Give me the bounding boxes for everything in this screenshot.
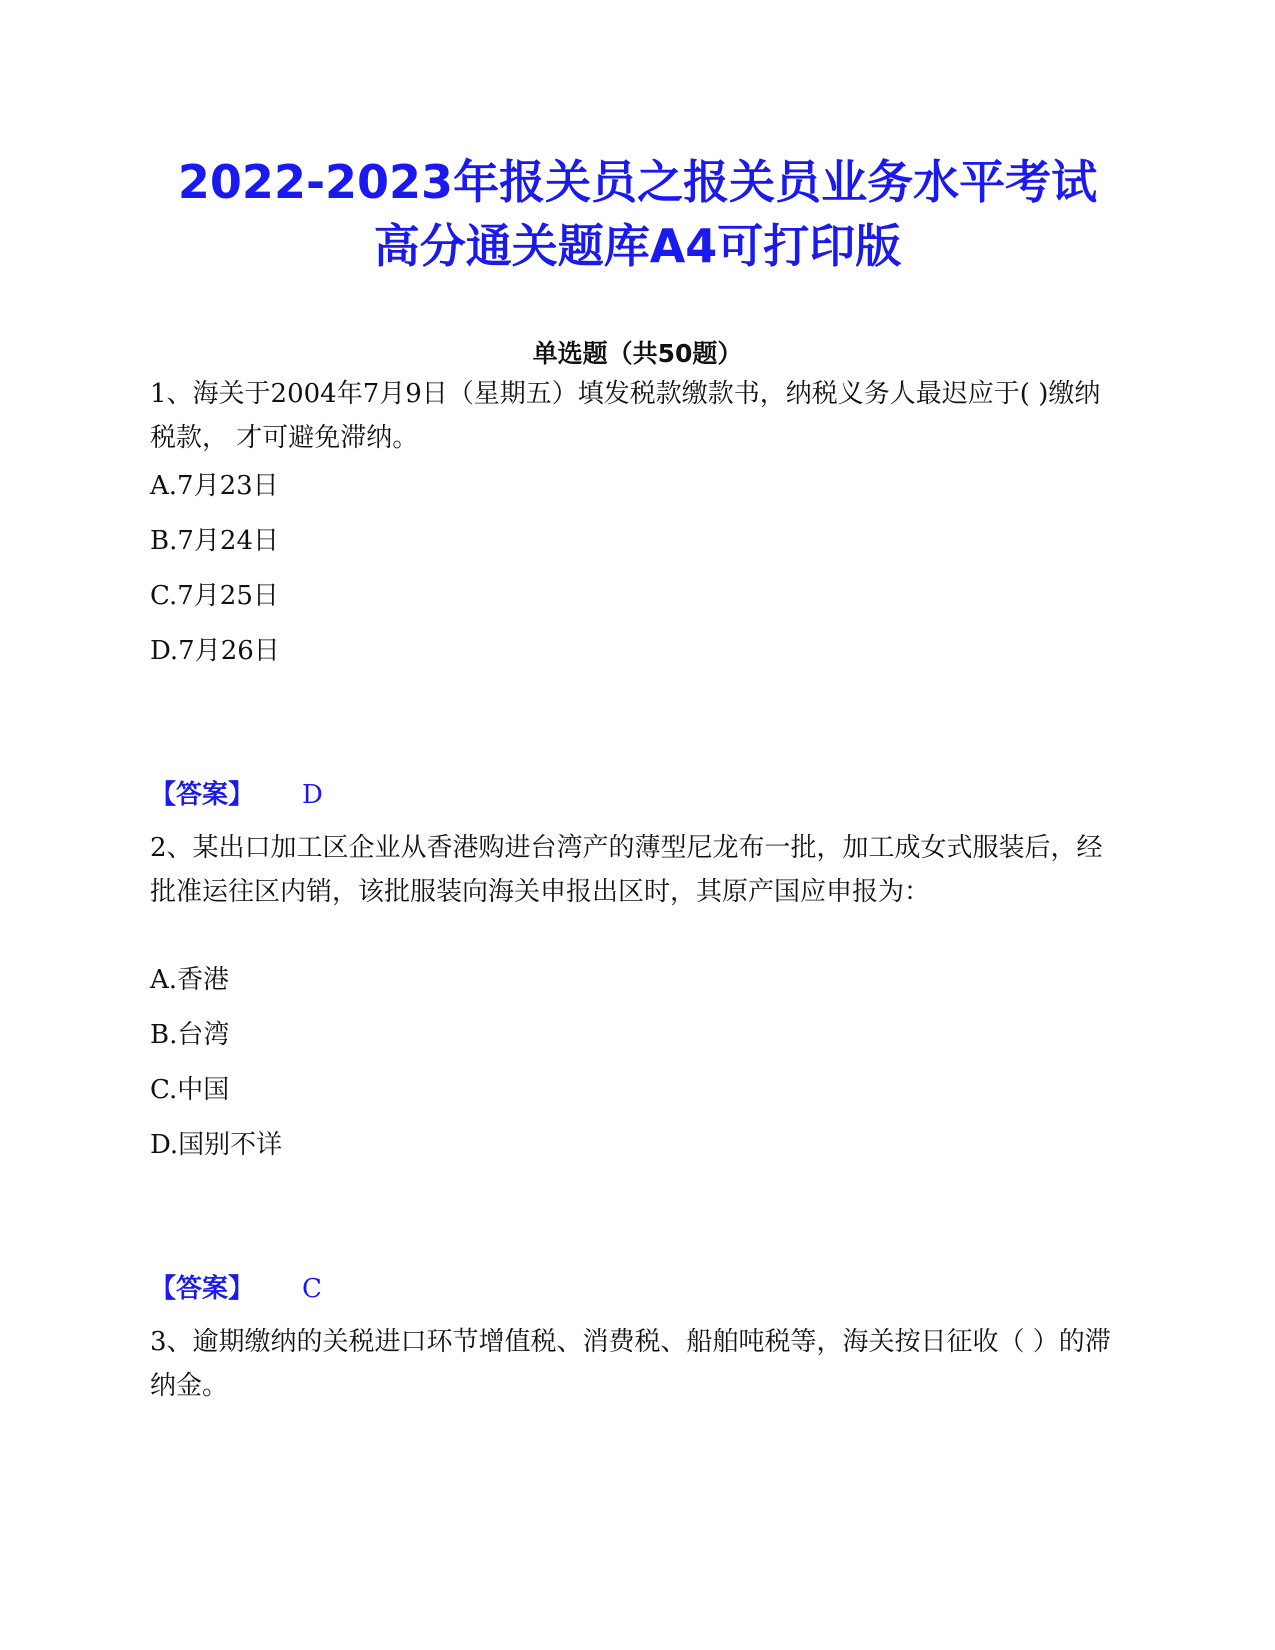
- section-heading: 单选题（共50题）: [532, 339, 743, 368]
- title-line-1: 2022-2023年报关员之报关员业务水平考试: [177, 155, 1098, 209]
- question-2: [150, 826, 1125, 914]
- option-d: D.国别不详: [150, 1130, 283, 1160]
- option-c: C.7月25日: [150, 581, 279, 611]
- answer-label: 【答案】: [150, 1274, 255, 1304]
- option-b: B.台湾: [150, 1020, 230, 1050]
- question-1: [150, 372, 1125, 460]
- option-b: B.7月24日: [150, 526, 279, 556]
- answer-value: D: [302, 780, 323, 810]
- option-a: A.7月23日: [150, 471, 279, 501]
- answer-1: [150, 777, 323, 813]
- answer-2: [150, 1271, 322, 1307]
- document-title: [150, 150, 1125, 278]
- answer-label: 【答案】: [150, 780, 255, 810]
- question-text: 2、某出口加工区企业从香港购进台湾产的薄型尼龙布一批，加工成女式服装后，经批准运往区内销，该批服装向海关申报出区时，其原产国应申报为：: [150, 833, 1103, 907]
- question-text: 3、逾期缴纳的关税进口环节增值税、消费税、船舶吨税等，海关按日征收（ ）的滞纳金。: [150, 1327, 1111, 1401]
- title-line-2: 高分通关题库A4可打印版: [373, 219, 902, 273]
- question-3: [150, 1320, 1125, 1408]
- answer-value: C: [302, 1274, 322, 1304]
- question-text: 1、海关于2004年7月9日（星期五）填发税款缴款书，纳税义务人最迟应于( )缴纳税款， 才可避免滞纳。: [150, 379, 1101, 453]
- option-c: C.中国: [150, 1075, 230, 1105]
- option-a: A.香港: [150, 965, 230, 995]
- option-d: D.7月26日: [150, 636, 280, 666]
